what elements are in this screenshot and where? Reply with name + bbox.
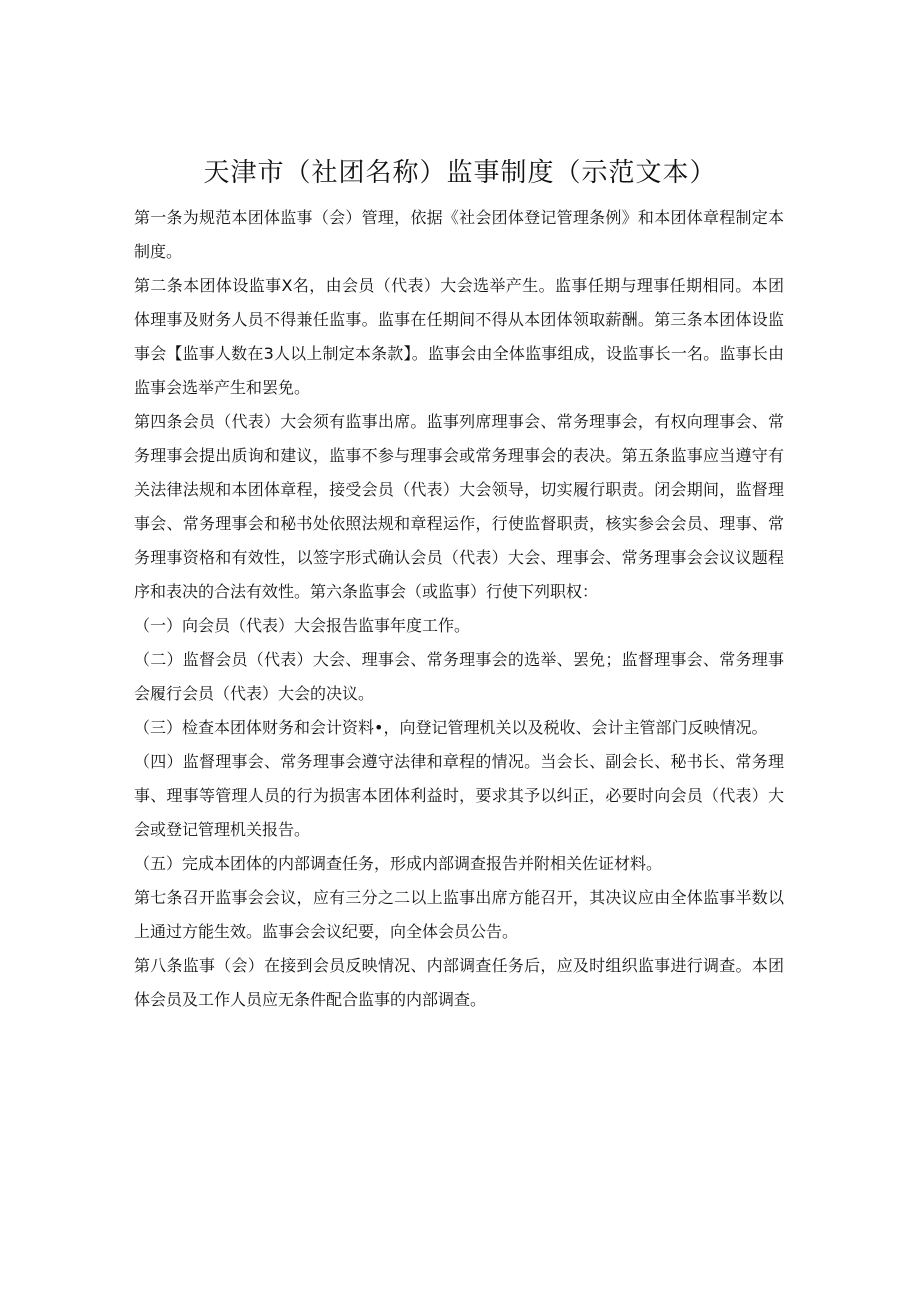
duty-item-3: （三）检查本团体财务和会计资料•，向登记管理机关以及税收、会计主管部门反映情况。: [134, 718, 768, 737]
article-4-6-paragraph: 第四条会员（代表）大会须有监事出席。监事列席理事会、常务理事会，有权向理事会、常务理事会提出质询和建议，监事不参与理事会或常务理事会的表决。第五条监事应当遵守有关法律法规和本团体章程，接受会员（代表）大会领导，切实履行职责。闭会期间，监督理事会、常务理事会和秘书处依照法规和章程运作，行使监督职责，核实参会会员、理事、常务理事资格和有效性，以签字形式确认会员（代表）大会、理事会、常务理事会会议议题程序和表决的合法有效性。第六条监事会（或监事）行使下列职权：: [134, 412, 784, 601]
document-title: 天津市（社团名称）监事制度（示范文本）: [203, 158, 717, 188]
duty-item-2: （二）监督会员（代表）大会、理事会、常务理事会的选举、罢免；监督理事会、常务理事会履行会员（代表）大会的决议。: [134, 650, 784, 703]
duty-item-4: （四）监督理事会、常务理事会遵守法律和章程的情况。当会长、副会长、秘书长、常务理事、理事等管理人员的行为损害本团体利益时，要求其予以纠正，必要时向会员（代表）大会或登记管理机关报告。: [134, 752, 784, 839]
article-8-paragraph: 第八条监事（会）在接到会员反映情况、内部调查任务后，应及时组织监事进行调查。本团体会员及工作人员应无条件配合监事的内部调查。: [134, 956, 784, 1009]
article-2-3-paragraph: 第二条本团体设监事X名，由会员（代表）大会选举产生。监事任期与理事任期相同。本团体理事及财务人员不得兼任监事。监事在任期间不得从本团体领取薪酬。第三条本团体设监事会【监事人数在3人以上制定本条款】。监事会由全体监事组成，设监事长一名。监事长由监事会选举产生和罢免。: [134, 276, 784, 397]
article-1-paragraph: 第一条为规范本团体监事（会）管理，依据《社会团体登记管理条例》和本团体章程制定本制度。: [134, 208, 784, 261]
article-7-paragraph: 第七条召开监事会会议，应有三分之二以上监事出席方能召开，其决议应由全体监事半数以上通过方能生效。监事会会议纪要，向全体会员公告。: [134, 888, 784, 941]
duty-item-1: （一）向会员（代表）大会报告监事年度工作。: [134, 616, 471, 635]
document-body: [134, 201, 784, 1017]
duty-item-5: （五）完成本团体的内部调查任务，形成内部调查报告并附相关佐证材料。: [134, 854, 663, 873]
